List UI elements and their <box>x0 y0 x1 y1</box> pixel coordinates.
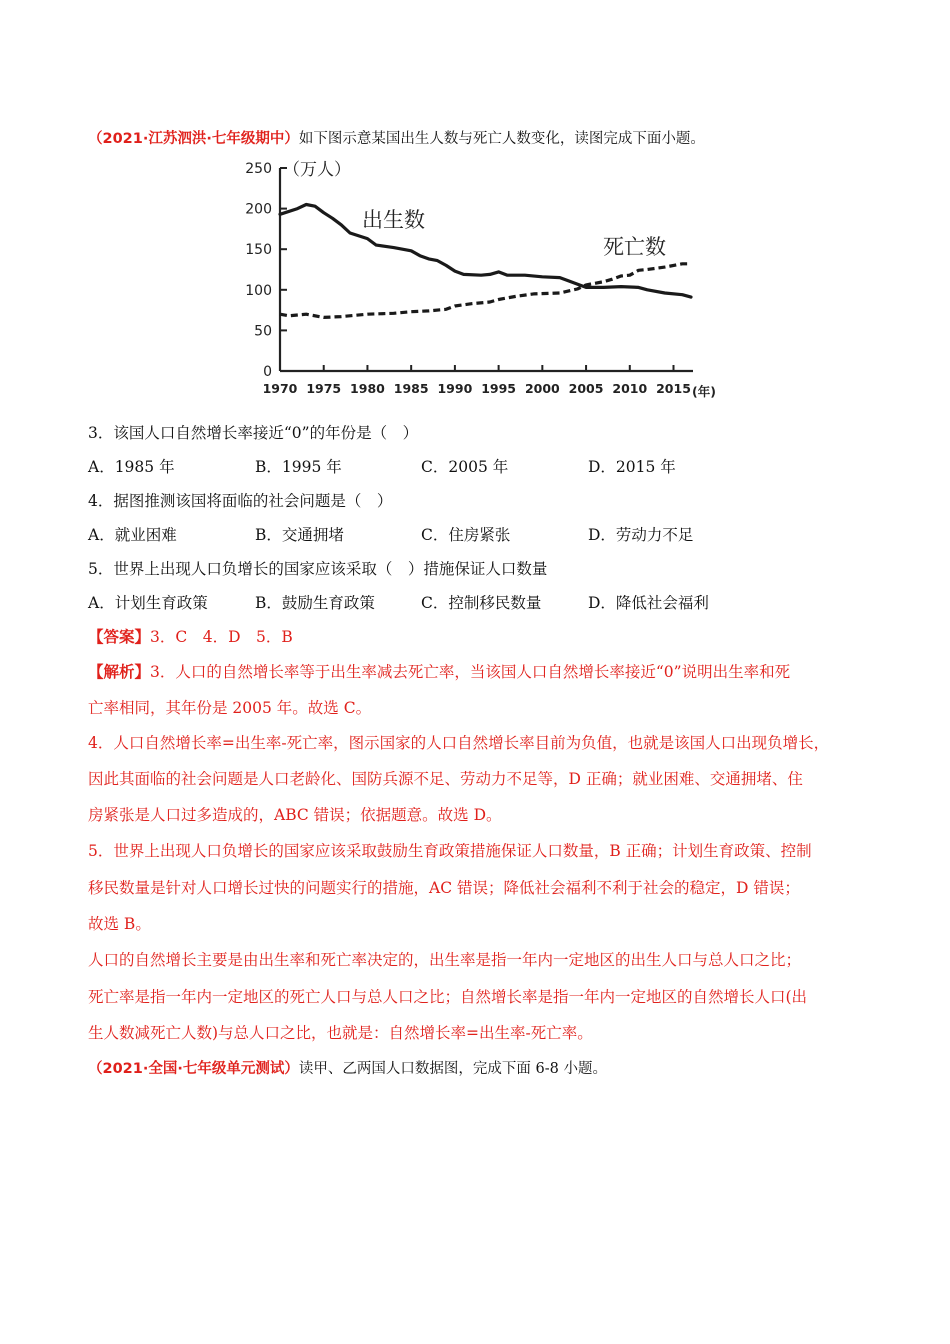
y-tick-label: 50 <box>254 323 272 340</box>
analysis-line-4: 因此其面临的社会问题是人口老龄化、国防兵源不足、劳动力不足等，D 正确；就业困难、交通拥堵、住 <box>88 770 803 788</box>
y-unit-label: （万人） <box>283 160 351 180</box>
q4-option-b: B．交通拥堵 <box>255 526 344 544</box>
analysis-text: 3．人口的自然增长率等于出生率减去死亡率，当该国人口自然增长率接近“0”说明出生率和死 <box>150 663 791 681</box>
question-intro <box>88 127 705 148</box>
answer-text: 3．C 4．D 5．B <box>150 628 293 646</box>
y-tick-label: 250 <box>245 161 272 177</box>
q5-option-c: C．控制移民数量 <box>421 594 542 612</box>
analysis-line-9: 人口的自然增长主要是由出生率和死亡率决定的，出生率是指一年内一定地区的出生人口与总人口之比； <box>88 951 802 969</box>
chart-axes <box>280 168 693 371</box>
q3-option-d: D．2015 年 <box>588 458 676 476</box>
y-tick-label: 0 <box>263 364 272 380</box>
x-tick-label: 1980 <box>350 381 385 396</box>
q3-option-c: C．2005 年 <box>421 458 509 476</box>
x-tick-label: 1995 <box>481 381 517 396</box>
x-tick-label: 2005 <box>568 381 604 396</box>
question-intro-text: 如下图示意某国出生人数与死亡人数变化，读图完成下面小题。 <box>298 131 705 147</box>
x-tick-label: 1985 <box>393 381 429 396</box>
population-chart <box>225 150 735 405</box>
y-tick-label: 200 <box>245 201 272 218</box>
y-tick-label: 100 <box>245 282 272 299</box>
chart-series <box>280 205 691 318</box>
question-3-stem: 3．该国人口自然增长率接近“0”的年份是（ ） <box>88 424 419 442</box>
analysis-line-6: 5．世界上出现人口负增长的国家应该采取鼓励生育政策措施保证人口数量，B 正确；计划生育政策、控制 <box>88 842 812 860</box>
death-series-label: 死亡数 <box>603 235 666 259</box>
q5-option-d: D．降低社会福利 <box>588 594 709 612</box>
analysis-line-5: 房紧张是人口过多造成的，ABC 错误；依据题意。故选 D。 <box>88 806 502 824</box>
x-tick-label: 1990 <box>437 381 473 396</box>
birth-series-label: 出生数 <box>362 208 425 232</box>
x-tick-label: 1975 <box>306 381 342 396</box>
q4-option-c: C．住房紧张 <box>421 526 511 544</box>
answer-label: 【答案】 <box>88 627 151 646</box>
q3-option-b: B．1995 年 <box>255 458 342 476</box>
x-unit-label: (年) <box>692 384 716 399</box>
answer-line <box>88 625 293 647</box>
x-ticks <box>263 365 691 396</box>
x-tick-label: 1970 <box>262 381 298 396</box>
x-tick-label: 2015 <box>656 381 691 396</box>
question-5-stem: 5．世界上出现人口负增长的国家应该采取（ ）措施保证人口数量 <box>88 560 548 578</box>
y-tick-label: 150 <box>245 242 272 259</box>
question-4-stem: 4．据图推测该国将面临的社会问题是（ ） <box>88 492 393 510</box>
q5-option-a: A．计划生育政策 <box>88 594 208 612</box>
next-question-intro-text: 读甲、乙两国人口数据图，完成下面 6-8 小题。 <box>298 1061 607 1077</box>
next-question-intro <box>88 1057 607 1078</box>
analysis-line-7: 移民数量是针对人口增长过快的问题实行的措施，AC 错误；降低社会福利不利于社会的稳定，D 错误； <box>88 879 800 897</box>
analysis-label: 【解析】 <box>88 662 151 681</box>
x-tick-label: 2000 <box>524 381 560 396</box>
analysis-line-10: 死亡率是指一年内一定地区的死亡人口与总人口之比；自然增长率是指一年内一定地区的自然增长人口(出 <box>88 988 808 1006</box>
x-tick-label: 2010 <box>612 381 648 396</box>
death-series-line <box>280 264 691 318</box>
next-question-source: （2021·全国·七年级单元测试） <box>88 1061 299 1077</box>
analysis-line-1 <box>88 660 790 682</box>
q4-option-a: A．就业困难 <box>88 526 177 544</box>
analysis-line-8: 故选 B。 <box>88 915 151 933</box>
analysis-line-3: 4．人口自然增长率=出生率-死亡率，图示国家的人口自然增长率目前为负值，也就是该国人口出现负增长， <box>88 734 830 752</box>
q3-option-a: A．1985 年 <box>88 458 175 476</box>
q5-option-b: B．鼓励生育政策 <box>255 594 375 612</box>
analysis-line-11: 生人数减死亡人数)与总人口之比，也就是：自然增长率=出生率-死亡率。 <box>88 1024 593 1042</box>
q4-option-d: D．劳动力不足 <box>588 526 694 544</box>
analysis-line-2: 亡率相同，其年份是 2005 年。故选 C。 <box>88 699 372 717</box>
question-source: （2021·江苏泗洪·七年级期中） <box>88 131 299 147</box>
